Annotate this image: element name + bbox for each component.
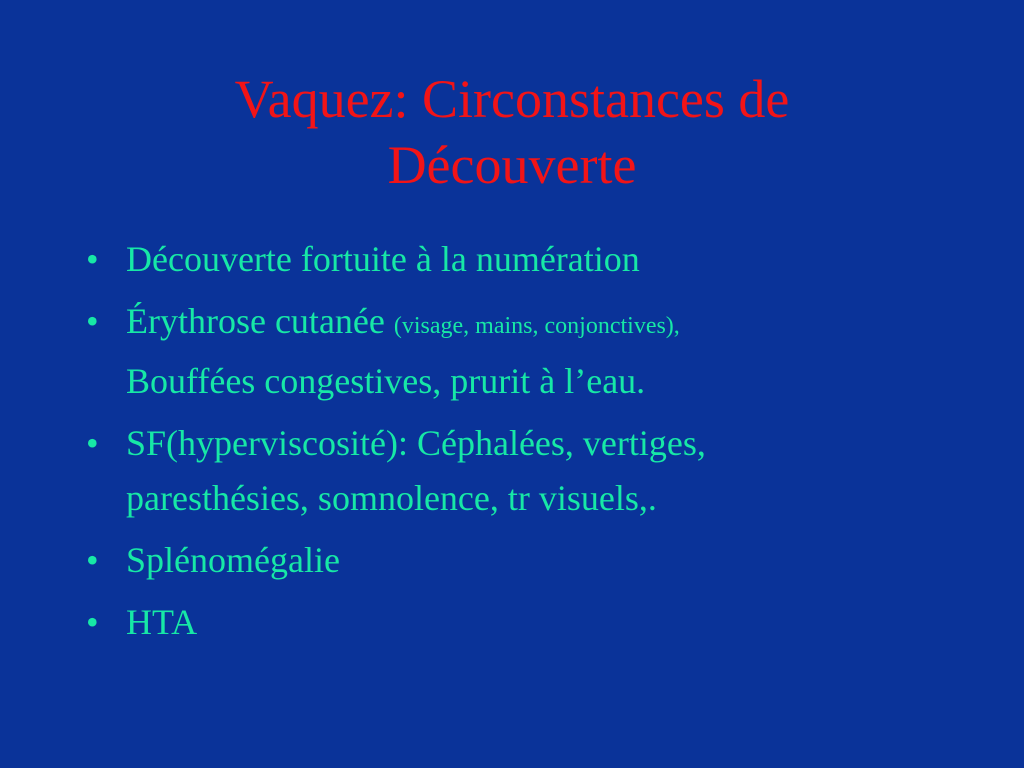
title-line-2: Découverte xyxy=(387,135,637,195)
bullet-line-1: SF(hyperviscosité): Céphalées, vertiges, xyxy=(126,423,706,463)
bullet-item-3 xyxy=(86,416,986,526)
bullet-item-4 xyxy=(86,533,986,588)
bullet-item-1 xyxy=(86,232,986,287)
bullet-text: Splénomégalie xyxy=(126,540,340,580)
bullet-text: Érythrose cutanée xyxy=(126,301,385,341)
bullet-icon: • xyxy=(86,423,99,463)
slide-title xyxy=(0,66,1024,198)
title-line-1: Vaquez: Circonstances de xyxy=(234,69,790,129)
bullet-icon: • xyxy=(86,602,99,642)
bullet-line-2: paresthésies, somnolence, tr visuels,. xyxy=(126,478,657,518)
bullet-line-1 xyxy=(126,294,986,354)
bullet-line-2: Bouffées congestives, prurit à l’eau. xyxy=(126,361,646,401)
bullet-text: Découverte fortuite à la numération xyxy=(126,239,640,279)
bullet-icon: • xyxy=(86,540,99,580)
bullet-list xyxy=(86,232,986,657)
bullet-icon: • xyxy=(86,239,99,279)
bullet-item-5 xyxy=(86,595,986,650)
bullet-item-2 xyxy=(86,294,986,409)
bullet-detail: (visage, mains, conjonctives), xyxy=(393,313,680,339)
bullet-text: HTA xyxy=(126,602,198,642)
bullet-icon: • xyxy=(86,301,99,341)
